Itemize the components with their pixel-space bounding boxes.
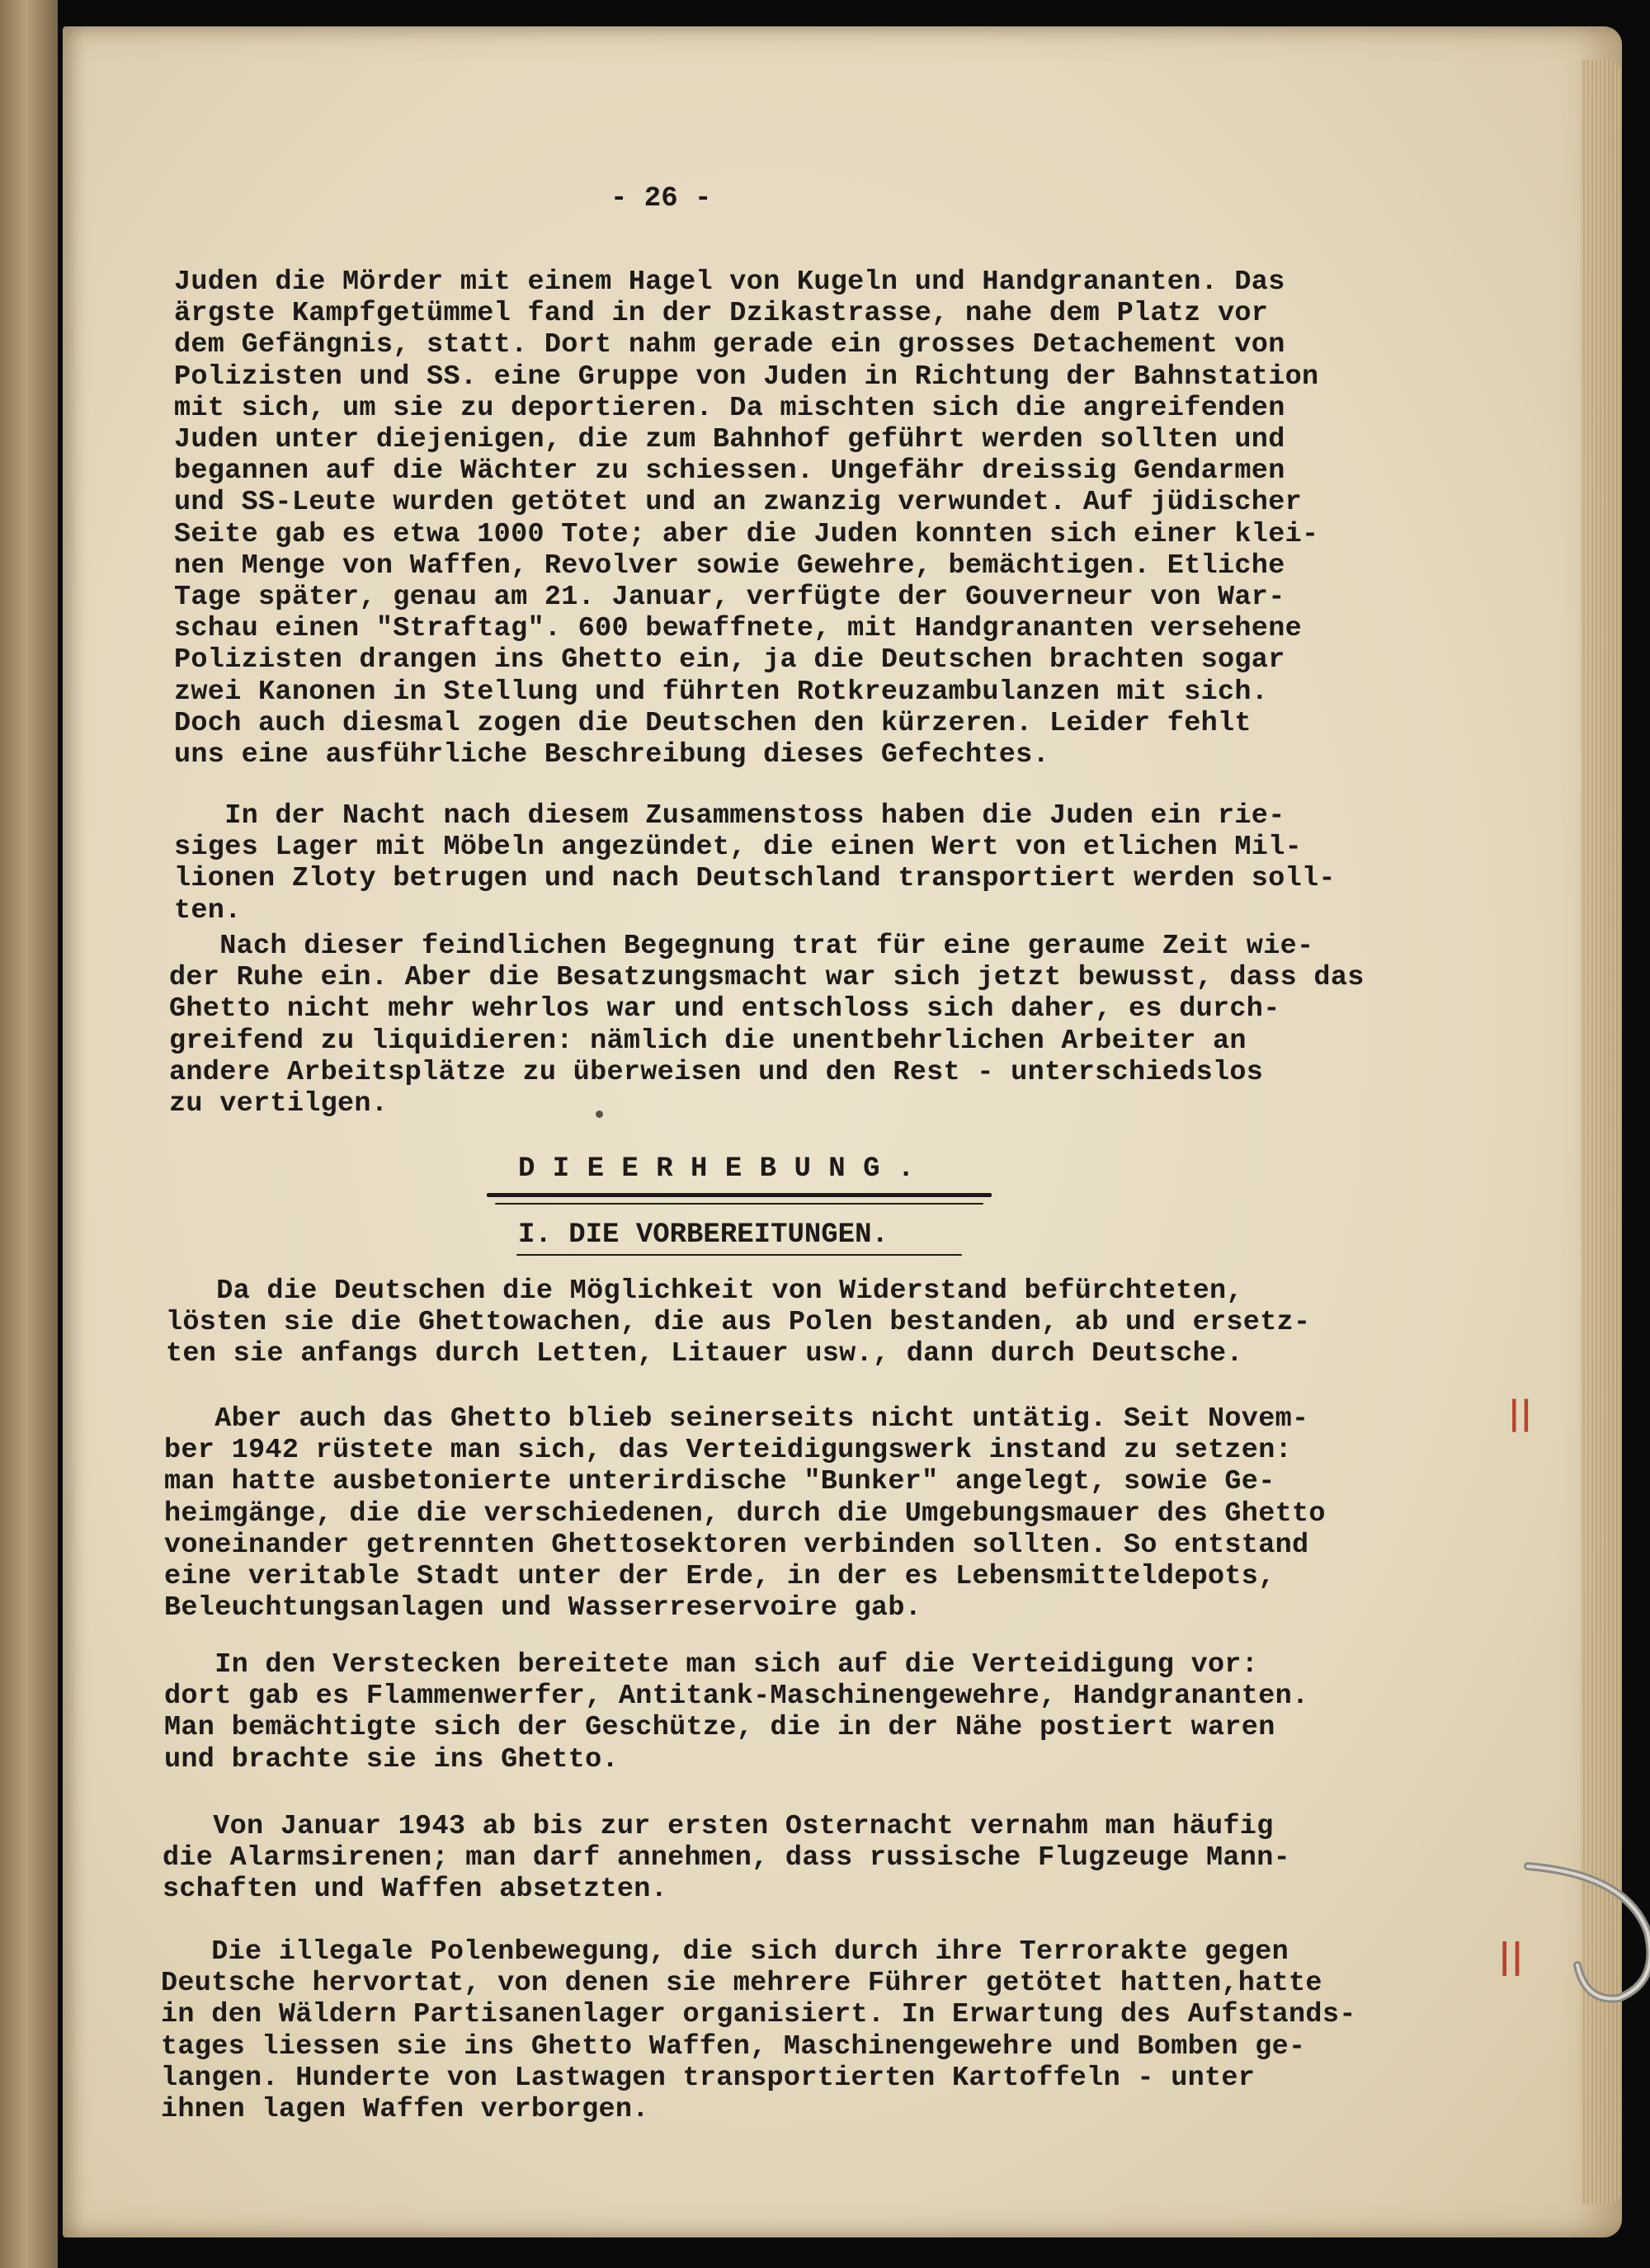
paper-clip-icon [1511, 1858, 1650, 2006]
paragraph-4: Da die Deutschen die Möglichkeit von Widerstand befürchteten, lösten sie die Ghettowachen, die aus Polen bestanden, ab und ersetz- ten sie anfangs durch Letten, Litauer usw., dann durch Deutsche. [166, 1275, 1311, 1370]
heading-rule-thin [495, 1203, 983, 1205]
subheading-underline [516, 1254, 962, 1256]
ink-spot [596, 1110, 603, 1118]
heading-rule-thick [487, 1193, 992, 1197]
pencil-margin-mark: || [1508, 1394, 1533, 1432]
paragraph-6: In den Verstecken bereitete man sich auf die Verteidigung vor: dort gab es Flammenwerfer, Antitank-Maschinengewehre, Handgrananten. Man bemächtigte sich der Geschütze, die in der Nähe postiert waren und brachte sie ins Ghetto. [164, 1649, 1309, 1775]
subsection-heading: I. DIE VORBEREITUNGEN. [518, 1219, 889, 1251]
paragraph-3: Nach dieser feindlichen Begegnung trat für eine geraume Zeit wie- der Ruhe ein. Aber die Besatzungsmacht war sich jetzt bewusst, dass das Ghetto nicht mehr wehrlos war und entschloss sich daher, es durch- greifend zu liquidieren: nämlich die unentbehrlichen Arbeiter an andere Arbeitsplätze zu überweisen und den Rest - unterschiedslos zu vertilgen. [169, 931, 1365, 1120]
pencil-margin-mark: || [1498, 1936, 1524, 1976]
facing-page-edge [0, 0, 58, 2268]
paragraph-5: Aber auch das Ghetto blieb seinerseits nicht untätig. Seit Novem- ber 1942 rüstete man sich, das Verteidigungswerk instand zu setzen: man hatte ausbetonierte unterirdische "Bunker" angelegt, sowie Ge- heimgänge, die die verschiedenen, durch die Umgebungsmauer des Ghetto voneinander getrennten Ghettosektoren verbinden sollten. So entstand eine veritable Stadt unter der Erde, in der es Lebensmitteldepots, Beleuchtungsanlagen und Wasserreservoire gab. [164, 1403, 1326, 1624]
paragraph-2: In der Nacht nach diesem Zusammenstoss haben die Juden ein rie- siges Lager mit Möbeln angezündet, die einen Wert von etlichen Mil- lionen Zloty betrugen und nach Deutschland transportiert werden soll- ten. [174, 800, 1336, 927]
page-number: - 26 - [610, 183, 712, 215]
section-heading: D I E E R H E B U N G . [518, 1153, 915, 1185]
paragraph-8: Die illegale Polenbewegung, die sich durch ihre Terrorakte gegen Deutsche hervortat, von denen sie mehrere Führer getötet hatten,hatte in den Wäldern Partisanenlager organisiert. In Erwartung des Aufstands- tages liessen sie ins Ghetto Waffen, Maschinengewehre und Bomben ge- langen. Hunderte von Lastwagen transportierten Kartoffeln - unter ihnen lagen Waffen verborgen. [161, 1936, 1356, 2126]
paragraph-7: Von Januar 1943 ab bis zur ersten Osternacht vernahm man häufig die Alarmsirenen; man darf annehmen, dass russische Flugzeuge Mann- schaften und Waffen absetzten. [163, 1811, 1291, 1906]
paragraph-1: Juden die Mörder mit einem Hagel von Kugeln und Handgrananten. Das ärgste Kampfgetümmel fand in der Dzikastrasse, nahe dem Platz vor dem Gefängnis, statt. Dort nahm gerade ein grosses Detachement von Polizisten und SS. eine Gruppe von Juden in Richtung der Bahnstation mit sich, um sie zu deportieren. Da mischten sich die angreifenden Juden unter diejenigen, die zum Bahnhof geführt werden sollten und begannen auf die Wächter zu schiessen. Ungefähr dreissig Gendarmen und SS-Leute wurden getötet und an zwanzig verwundet. Auf jüdischer Seite gab es etwa 1000 Tote; aber die Juden konnten sich einer klei- nen Menge von Waffen, Revolver sowie Gewehre, bemächtigen. Etliche Tage später, genau am 21. Januar, verfügte der Gouverneur von War- schau einen "Straftag". 600 bewaffnete, mit Handgrananten versehene Polizisten drangen ins Ghetto ein, ja die Deutschen brachten sogar zwei Kanonen in Stellung und führten Rotkreuzambulanzen mit sich. Doch auch diesmal zogen die Deutschen den kürzeren. Leider fehlt uns eine ausführliche Beschreibung dieses Gefechtes. [174, 266, 1319, 771]
